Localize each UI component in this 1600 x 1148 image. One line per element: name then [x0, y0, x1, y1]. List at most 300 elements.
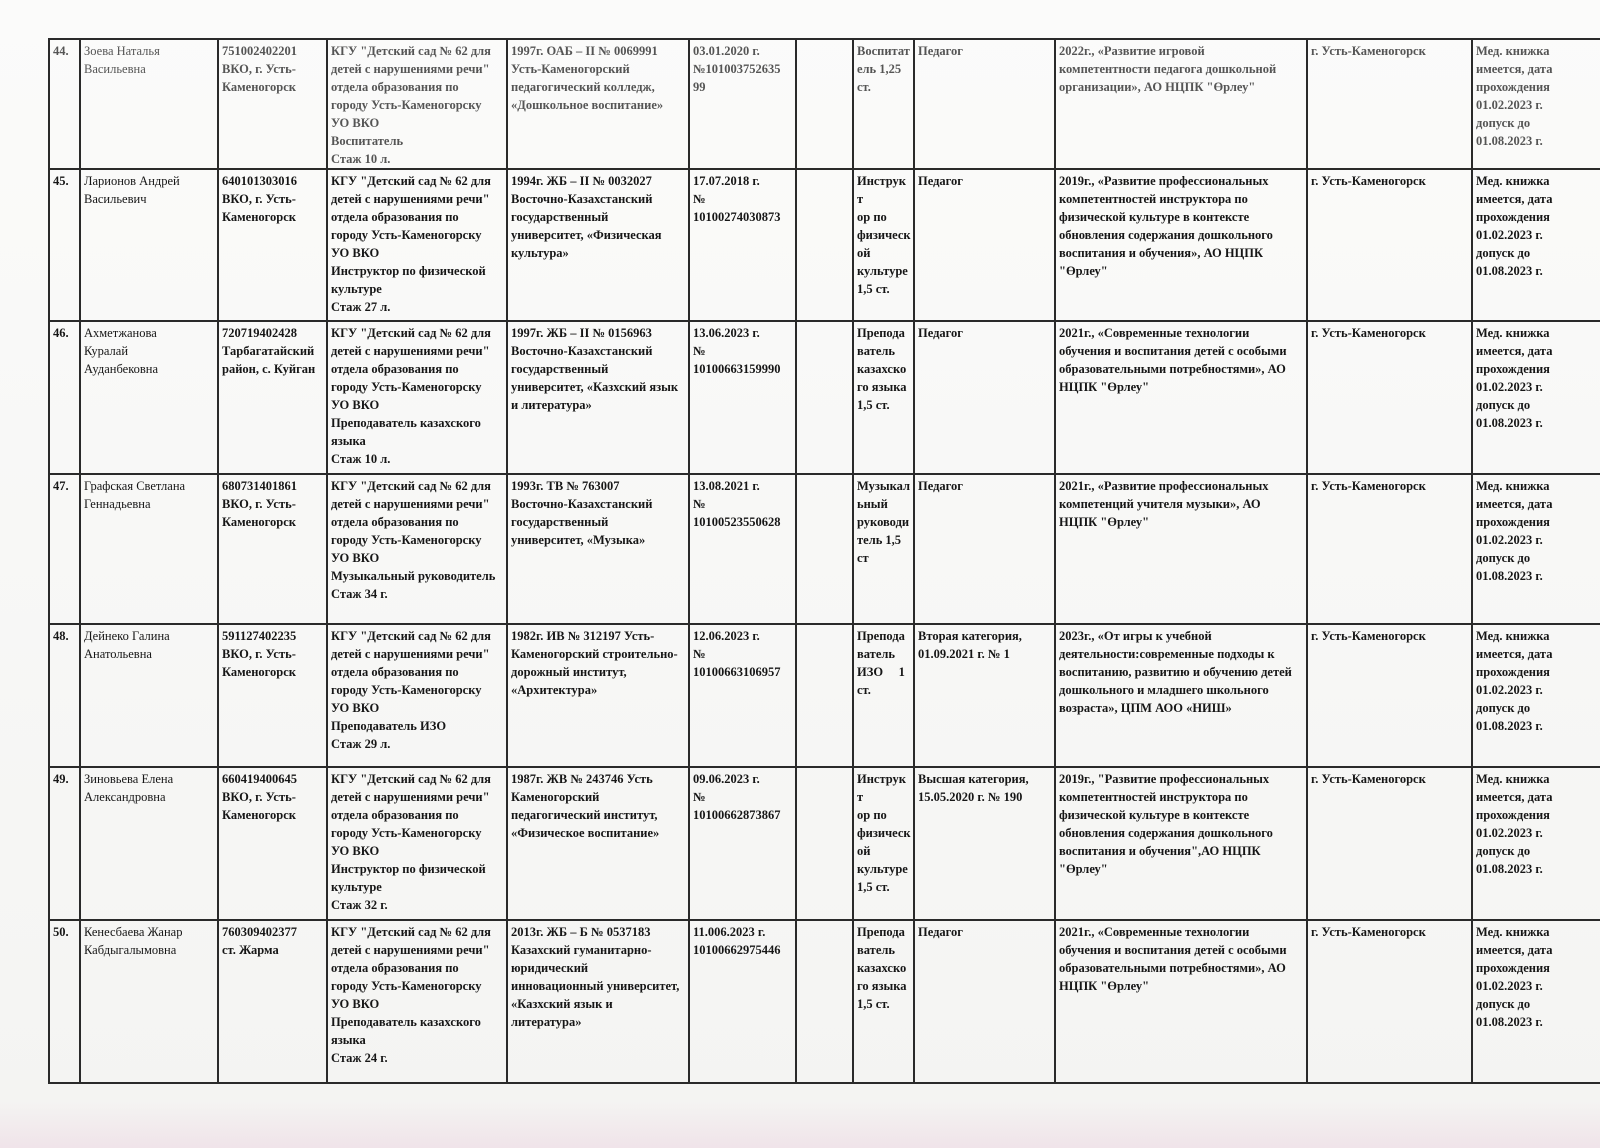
- workplace-line: Воспитатель: [331, 134, 404, 148]
- position-rate-line: Препода: [857, 925, 905, 939]
- iin-birthplace-line: ВКО, г. Усть-: [222, 62, 296, 76]
- row-number-cell: [49, 321, 80, 474]
- row-number: 48.: [53, 629, 69, 643]
- city-line: г. Усть-Каменогорск: [1311, 925, 1426, 939]
- workplace-line: Стаж 29 л.: [331, 737, 391, 751]
- workplace-line: Стаж 24 г.: [331, 1051, 388, 1065]
- iin-birthplace-line: Каменогорск: [222, 808, 296, 822]
- certificate-cell: [689, 169, 796, 321]
- certificate-line: 12.06.2023 г.: [693, 629, 760, 643]
- medical-record-line: прохождения: [1476, 210, 1550, 224]
- training-course-line: дошкольного и младшего школьного: [1059, 683, 1269, 697]
- position-rate-line: Препода: [857, 326, 905, 340]
- education-line: университет, «Физическая: [511, 228, 662, 242]
- training-course-line: воспитания и обучения",АО НЦПК: [1059, 844, 1261, 858]
- training-course-line: 2022г., «Развитие игровой: [1059, 44, 1205, 58]
- training-course-line: физической культуре в контексте: [1059, 808, 1250, 822]
- training-course-cell: [1055, 624, 1307, 767]
- training-course-line: обновления содержания дошкольного: [1059, 228, 1273, 242]
- training-course-line: образовательными потребностями», АО: [1059, 961, 1286, 975]
- position-rate-line: ИЗО 1: [857, 665, 905, 679]
- city-cell: [1307, 321, 1472, 474]
- workplace-line: культуре: [331, 282, 382, 296]
- full-name-cell: [80, 920, 218, 1083]
- education-line: литература»: [511, 1015, 582, 1029]
- training-course-line: обучения и воспитания детей с особыми: [1059, 344, 1287, 358]
- table-row: [49, 474, 1600, 624]
- training-course-cell: [1055, 474, 1307, 624]
- workplace-line: Инструктор по физической: [331, 862, 486, 876]
- position-rate-line: 1,5 ст.: [857, 398, 890, 412]
- certificate-line: 17.07.2018 г.: [693, 174, 760, 188]
- education-line: педагогический институт,: [511, 808, 658, 822]
- medical-record-line: допуск до: [1476, 398, 1531, 412]
- city-line: г. Усть-Каменогорск: [1311, 174, 1426, 188]
- table-row: [49, 39, 1600, 169]
- medical-record-line: Мед. книжка: [1476, 326, 1550, 340]
- staff-table-body: [49, 39, 1600, 1083]
- education-line: юридический: [511, 961, 589, 975]
- workplace-line: городу Усть-Каменогорску: [331, 228, 482, 242]
- full-name-line: Зоева Наталья: [84, 44, 160, 58]
- medical-record-line: 01.08.2023 г.: [1476, 862, 1543, 876]
- medical-record-line: имеется, дата: [1476, 943, 1553, 957]
- medical-record-line: имеется, дата: [1476, 790, 1553, 804]
- position-rate-line: 1,5 ст.: [857, 282, 890, 296]
- training-course-line: воспитанию, развитию и обучению детей: [1059, 665, 1292, 679]
- workplace-line: УО ВКО: [331, 701, 380, 715]
- position-rate-line: ор по: [857, 808, 887, 822]
- category-line: Вторая категория,: [918, 629, 1022, 643]
- education-line: 1987г. ЖВ № 243746 Усть: [511, 772, 653, 786]
- training-course-line: НЦПК "Өрлеу": [1059, 515, 1150, 529]
- medical-record-line: Мед. книжка: [1476, 479, 1550, 493]
- position-rate-line: ватель: [857, 943, 895, 957]
- workplace-line: КГУ "Детский сад № 62 для: [331, 479, 491, 493]
- medical-record-line: 01.08.2023 г.: [1476, 416, 1543, 430]
- position-rate-line: Препода: [857, 629, 905, 643]
- blank-column-cell: [796, 767, 853, 920]
- full-name-line: Васильевич: [84, 192, 147, 206]
- training-course-line: 2019г., «Развитие профессиональных: [1059, 174, 1269, 188]
- position-rate-cell: [853, 321, 914, 474]
- medical-record-line: Мед. книжка: [1476, 629, 1550, 643]
- medical-record-line: имеется, дата: [1476, 497, 1553, 511]
- workplace-line: КГУ "Детский сад № 62 для: [331, 772, 491, 786]
- full-name-line: Графская Светлана: [84, 479, 186, 493]
- row-number-cell: [49, 169, 80, 321]
- medical-record-line: 01.02.2023 г.: [1476, 979, 1543, 993]
- education-cell: [507, 169, 689, 321]
- iin-birthplace-line: ВКО, г. Усть-: [222, 790, 296, 804]
- workplace-line: КГУ "Детский сад № 62 для: [331, 174, 491, 188]
- workplace-line: УО ВКО: [331, 246, 380, 260]
- iin-birthplace-line: ст. Жарма: [222, 943, 279, 957]
- medical-record-line: допуск до: [1476, 997, 1531, 1011]
- iin-birthplace-cell: [218, 321, 327, 474]
- certificate-line: №: [693, 192, 706, 206]
- workplace-cell: [327, 39, 507, 169]
- position-rate-line: казахско: [857, 961, 907, 975]
- training-course-cell: [1055, 321, 1307, 474]
- medical-record-cell: [1472, 474, 1600, 624]
- blank-column-cell: [796, 321, 853, 474]
- full-name-line: Зиновьева Елена: [84, 772, 174, 786]
- position-rate-cell: [853, 767, 914, 920]
- workplace-line: КГУ "Детский сад № 62 для: [331, 925, 491, 939]
- workplace-line: КГУ "Детский сад № 62 для: [331, 44, 491, 58]
- training-course-line: 2021г., «Современные технологии: [1059, 326, 1250, 340]
- iin-birthplace-line: ВКО, г. Усть-: [222, 497, 296, 511]
- workplace-line: отдела образования по: [331, 515, 459, 529]
- workplace-cell: [327, 321, 507, 474]
- position-rate-line: ой: [857, 246, 871, 260]
- position-rate-line: физическ: [857, 228, 911, 242]
- certificate-line: 11.006.2023 г.: [693, 925, 766, 939]
- blank-column-cell: [796, 474, 853, 624]
- position-rate-line: ой: [857, 844, 871, 858]
- position-rate-line: ор по: [857, 210, 887, 224]
- position-rate-line: Музыкал: [857, 479, 911, 493]
- position-rate-line: 1,5 ст.: [857, 997, 890, 1011]
- training-course-line: 2023г., «От игры к учебной: [1059, 629, 1212, 643]
- table-row: [49, 920, 1600, 1083]
- medical-record-line: имеется, дата: [1476, 192, 1553, 206]
- medical-record-line: 01.02.2023 г.: [1476, 826, 1543, 840]
- medical-record-cell: [1472, 169, 1600, 321]
- table-row: [49, 624, 1600, 767]
- category-line: Педагог: [918, 174, 963, 188]
- training-course-line: деятельности:современные подходы к: [1059, 647, 1275, 661]
- iin-birthplace-line: 591127402235: [222, 629, 297, 643]
- iin-birthplace-line: Каменогорск: [222, 515, 296, 529]
- full-name-line: Геннадьевна: [84, 497, 151, 511]
- workplace-line: УО ВКО: [331, 997, 380, 1011]
- iin-birthplace-line: Каменогорск: [222, 80, 296, 94]
- full-name-line: Куралай: [84, 344, 129, 358]
- education-line: Казахский гуманитарно-: [511, 943, 652, 957]
- education-line: 1982г. ИВ № 312197 Усть-: [511, 629, 655, 643]
- workplace-line: городу Усть-Каменогорску: [331, 683, 482, 697]
- position-rate-line: казахско: [857, 362, 907, 376]
- education-line: дорожный институт,: [511, 665, 627, 679]
- medical-record-cell: [1472, 39, 1600, 169]
- category-line: 01.09.2021 г. № 1: [918, 647, 1010, 661]
- category-cell: [914, 321, 1055, 474]
- workplace-line: культуре: [331, 880, 382, 894]
- workplace-line: городу Усть-Каменогорску: [331, 979, 482, 993]
- education-line: университет, «Музыка»: [511, 533, 646, 547]
- medical-record-line: имеется, дата: [1476, 647, 1553, 661]
- training-course-line: организации», АО НЦПК "Өрлеу": [1059, 80, 1256, 94]
- certificate-line: №: [693, 497, 706, 511]
- medical-record-line: прохождения: [1476, 961, 1550, 975]
- training-course-line: компетентностей инструктора по: [1059, 790, 1248, 804]
- blank-column-cell: [796, 39, 853, 169]
- iin-birthplace-line: Каменогорск: [222, 210, 296, 224]
- category-line: Высшая категория,: [918, 772, 1029, 786]
- position-rate-line: Инструкт: [857, 772, 907, 804]
- city-line: г. Усть-Каменогорск: [1311, 772, 1426, 786]
- education-line: 2013г. ЖБ – Б № 0537183: [511, 925, 651, 939]
- workplace-line: детей с нарушениями речи": [331, 647, 490, 661]
- certificate-line: 10100523550628: [693, 515, 781, 529]
- education-line: Каменогорский: [511, 790, 600, 804]
- education-line: 1993г. ТВ № 763007: [511, 479, 620, 493]
- workplace-line: отдела образования по: [331, 80, 459, 94]
- training-course-line: обучения и воспитания детей с особыми: [1059, 943, 1287, 957]
- full-name-line: Ахметжанова: [84, 326, 157, 340]
- workplace-line: Стаж 32 г.: [331, 898, 388, 912]
- education-line: «Физическое воспитание»: [511, 826, 660, 840]
- position-rate-cell: [853, 169, 914, 321]
- workplace-line: детей с нарушениями речи": [331, 62, 490, 76]
- category-cell: [914, 624, 1055, 767]
- training-course-cell: [1055, 39, 1307, 169]
- certificate-line: 99: [693, 80, 706, 94]
- certificate-line: 09.06.2023 г.: [693, 772, 760, 786]
- education-line: 1997г. ЖБ – II № 0156963: [511, 326, 652, 340]
- education-line: «Архитектура»: [511, 683, 598, 697]
- category-cell: [914, 474, 1055, 624]
- certificate-cell: [689, 624, 796, 767]
- city-line: г. Усть-Каменогорск: [1311, 479, 1426, 493]
- position-rate-cell: [853, 624, 914, 767]
- medical-record-line: допуск до: [1476, 844, 1531, 858]
- workplace-line: Стаж 10 л.: [331, 452, 391, 466]
- staff-table: [48, 38, 1600, 1084]
- education-cell: [507, 321, 689, 474]
- position-rate-line: руководи: [857, 515, 910, 529]
- full-name-cell: [80, 767, 218, 920]
- iin-birthplace-cell: [218, 39, 327, 169]
- education-cell: [507, 920, 689, 1083]
- certificate-cell: [689, 321, 796, 474]
- workplace-line: детей с нарушениями речи": [331, 943, 490, 957]
- certificate-line: 10100662873867: [693, 808, 781, 822]
- position-rate-line: культуре: [857, 862, 908, 876]
- medical-record-line: Мед. книжка: [1476, 925, 1550, 939]
- workplace-line: языка: [331, 1033, 366, 1047]
- iin-birthplace-cell: [218, 169, 327, 321]
- blank-column-cell: [796, 624, 853, 767]
- training-course-line: 2021г., «Современные технологии: [1059, 925, 1250, 939]
- certificate-line: 13.08.2021 г.: [693, 479, 760, 493]
- training-course-line: обновления содержания дошкольного: [1059, 826, 1273, 840]
- iin-birthplace-line: 640101303016: [222, 174, 297, 188]
- medical-record-line: прохождения: [1476, 665, 1550, 679]
- certificate-line: №: [693, 344, 706, 358]
- position-rate-line: го языка: [857, 979, 907, 993]
- certificate-line: 13.06.2023 г.: [693, 326, 760, 340]
- full-name-cell: [80, 321, 218, 474]
- workplace-line: Стаж 34 г.: [331, 587, 388, 601]
- training-course-line: воспитания и обучения», АО НЦПК: [1059, 246, 1264, 260]
- row-number: 44.: [53, 44, 69, 58]
- education-line: университет, «Казхский язык: [511, 380, 679, 394]
- training-course-line: возраста», ЦПМ АОО «НИШ»: [1059, 701, 1232, 715]
- workplace-line: детей с нарушениями речи": [331, 344, 490, 358]
- certificate-line: 03.01.2020 г.: [693, 44, 760, 58]
- education-line: Восточно-Казахстанский: [511, 344, 653, 358]
- category-line: Педагог: [918, 479, 963, 493]
- workplace-line: отдела образования по: [331, 961, 459, 975]
- city-cell: [1307, 39, 1472, 169]
- workplace-line: детей с нарушениями речи": [331, 790, 490, 804]
- position-rate-line: тель 1,5: [857, 533, 902, 547]
- medical-record-cell: [1472, 920, 1600, 1083]
- medical-record-line: 01.02.2023 г.: [1476, 380, 1543, 394]
- row-number-cell: [49, 39, 80, 169]
- workplace-line: детей с нарушениями речи": [331, 497, 490, 511]
- workplace-cell: [327, 920, 507, 1083]
- iin-birthplace-line: Каменогорск: [222, 665, 296, 679]
- medical-record-line: допуск до: [1476, 701, 1531, 715]
- category-line: 15.05.2020 г. № 190: [918, 790, 1023, 804]
- training-course-line: физической культуре в контексте: [1059, 210, 1250, 224]
- training-course-line: "Өрлеу": [1059, 862, 1108, 876]
- full-name-line: Кабдыгалымовна: [84, 943, 177, 957]
- full-name-line: Александровна: [84, 790, 166, 804]
- certificate-cell: [689, 39, 796, 169]
- education-line: Каменогорский строительно-: [511, 647, 678, 661]
- iin-birthplace-line: 680731401861: [222, 479, 297, 493]
- certificate-line: №101003752635: [693, 62, 781, 76]
- blank-column-cell: [796, 169, 853, 321]
- full-name-line: Васильевна: [84, 62, 146, 76]
- full-name-cell: [80, 39, 218, 169]
- workplace-line: отдела образования по: [331, 808, 459, 822]
- education-line: и литература»: [511, 398, 592, 412]
- position-rate-line: ст.: [857, 683, 871, 697]
- workplace-line: детей с нарушениями речи": [331, 192, 490, 206]
- training-course-line: компетентностей инструктора по: [1059, 192, 1248, 206]
- medical-record-line: Мед. книжка: [1476, 44, 1550, 58]
- training-course-line: 2021г., «Развитие профессиональных: [1059, 479, 1269, 493]
- certificate-line: №: [693, 647, 706, 661]
- workplace-line: Преподаватель ИЗО: [331, 719, 447, 733]
- category-cell: [914, 39, 1055, 169]
- education-line: «Казхский язык и: [511, 997, 613, 1011]
- medical-record-cell: [1472, 767, 1600, 920]
- position-rate-line: Воспитат: [857, 44, 910, 58]
- training-course-line: компетентности педагога дошкольной: [1059, 62, 1277, 76]
- medical-record-line: 01.02.2023 г.: [1476, 533, 1543, 547]
- position-rate-line: го языка: [857, 380, 907, 394]
- position-rate-cell: [853, 920, 914, 1083]
- position-rate-line: ватель: [857, 344, 895, 358]
- medical-record-line: имеется, дата: [1476, 62, 1553, 76]
- medical-record-line: допуск до: [1476, 551, 1531, 565]
- workplace-line: Музыкальный руководитель: [331, 569, 496, 583]
- education-line: государственный: [511, 362, 609, 376]
- city-line: г. Усть-Каменогорск: [1311, 44, 1426, 58]
- workplace-line: отдела образования по: [331, 665, 459, 679]
- iin-birthplace-cell: [218, 920, 327, 1083]
- position-rate-line: физическ: [857, 826, 911, 840]
- workplace-line: Инструктор по физической: [331, 264, 486, 278]
- position-rate-line: ьный: [857, 497, 888, 511]
- medical-record-line: 01.08.2023 г.: [1476, 719, 1543, 733]
- row-number-cell: [49, 624, 80, 767]
- city-cell: [1307, 624, 1472, 767]
- full-name-line: Дейнеко Галина: [84, 629, 170, 643]
- medical-record-line: прохождения: [1476, 80, 1550, 94]
- training-course-cell: [1055, 920, 1307, 1083]
- full-name-cell: [80, 474, 218, 624]
- city-line: г. Усть-Каменогорск: [1311, 629, 1426, 643]
- workplace-line: Стаж 27 л.: [331, 300, 391, 314]
- iin-birthplace-cell: [218, 624, 327, 767]
- position-rate-cell: [853, 39, 914, 169]
- training-course-line: компетенций учителя музыки», АО: [1059, 497, 1261, 511]
- workplace-line: Преподаватель казахского: [331, 1015, 481, 1029]
- certificate-line: 10100662975446: [693, 943, 781, 957]
- education-line: педагогический колледж,: [511, 80, 655, 94]
- education-cell: [507, 624, 689, 767]
- position-rate-line: 1,5 ст.: [857, 880, 890, 894]
- iin-birthplace-line: район, с. Куйган: [222, 362, 316, 376]
- workplace-cell: [327, 767, 507, 920]
- iin-birthplace-line: 660419400645: [222, 772, 297, 786]
- education-line: 1994г. ЖБ – II № 0032027: [511, 174, 652, 188]
- education-line: инновационный университет,: [511, 979, 680, 993]
- category-line: Педагог: [918, 925, 963, 939]
- workplace-line: УО ВКО: [331, 551, 380, 565]
- full-name-line: Анатольевна: [84, 647, 152, 661]
- medical-record-line: 01.02.2023 г.: [1476, 98, 1543, 112]
- iin-birthplace-line: ВКО, г. Усть-: [222, 647, 296, 661]
- workplace-line: УО ВКО: [331, 844, 380, 858]
- row-number: 47.: [53, 479, 69, 493]
- certificate-line: №: [693, 790, 706, 804]
- medical-record-line: допуск до: [1476, 116, 1531, 130]
- scan-edge-haze: [0, 1100, 1600, 1148]
- workplace-line: городу Усть-Каменогорску: [331, 380, 482, 394]
- category-cell: [914, 767, 1055, 920]
- row-number: 49.: [53, 772, 69, 786]
- education-line: государственный: [511, 515, 609, 529]
- workplace-line: языка: [331, 434, 366, 448]
- education-cell: [507, 767, 689, 920]
- medical-record-line: 01.08.2023 г.: [1476, 264, 1543, 278]
- city-cell: [1307, 920, 1472, 1083]
- workplace-line: городу Усть-Каменогорску: [331, 98, 482, 112]
- training-course-cell: [1055, 169, 1307, 321]
- education-line: 1997г. ОАБ – II № 0069991: [511, 44, 658, 58]
- workplace-line: отдела образования по: [331, 210, 459, 224]
- city-cell: [1307, 169, 1472, 321]
- workplace-line: Стаж 10 л.: [331, 152, 391, 166]
- medical-record-line: имеется, дата: [1476, 344, 1553, 358]
- education-line: «Дошкольное воспитание»: [511, 98, 664, 112]
- medical-record-line: 01.02.2023 г.: [1476, 228, 1543, 242]
- training-course-cell: [1055, 767, 1307, 920]
- medical-record-line: прохождения: [1476, 362, 1550, 376]
- row-number: 50.: [53, 925, 69, 939]
- education-line: Восточно-Казахстанский: [511, 192, 653, 206]
- certificate-line: 10100663159990: [693, 362, 781, 376]
- full-name-cell: [80, 169, 218, 321]
- education-line: Усть-Каменогорский: [511, 62, 630, 76]
- iin-birthplace-line: 751002402201: [222, 44, 297, 58]
- position-rate-line: ст.: [857, 80, 871, 94]
- training-course-line: НЦПК "Өрлеу": [1059, 380, 1150, 394]
- medical-record-line: Мед. книжка: [1476, 772, 1550, 786]
- full-name-line: Ларионов Андрей: [84, 174, 180, 188]
- row-number: 46.: [53, 326, 69, 340]
- medical-record-line: прохождения: [1476, 808, 1550, 822]
